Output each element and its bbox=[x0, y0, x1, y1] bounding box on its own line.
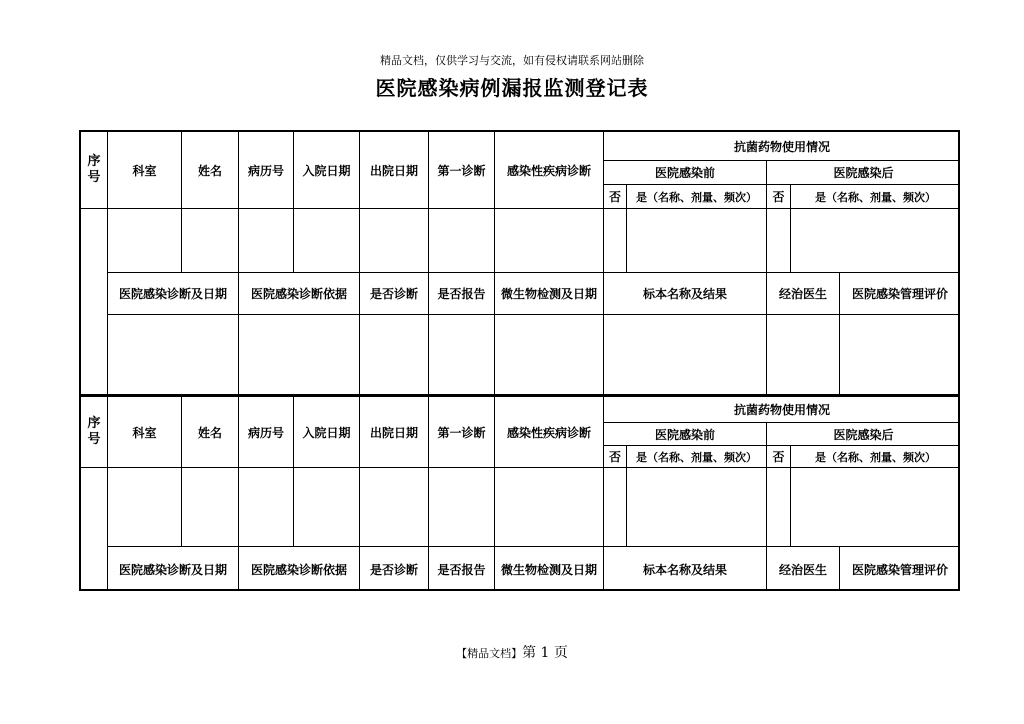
infectious-diag-header: 感染性疾病诊断 bbox=[506, 425, 591, 440]
infection-diag-date-header: 医院感染诊断及日期 bbox=[118, 287, 227, 301]
before-yes-header: 是（名称、剂量、频次） bbox=[636, 450, 757, 464]
specimen-header: 标本名称及结果 bbox=[642, 562, 727, 577]
seq-header: 序号 bbox=[87, 416, 101, 447]
diag-basis-header: 医院感染诊断依据 bbox=[250, 287, 347, 301]
first-diag-header: 第一诊断 bbox=[437, 425, 486, 440]
diagnosed-header: 是否诊断 bbox=[369, 562, 418, 577]
after-yes-header: 是（名称、剂量、频次） bbox=[815, 190, 936, 204]
page-title: 医院感染病例漏报监测登记表 bbox=[375, 76, 649, 100]
evaluation-header: 医院感染管理评价 bbox=[851, 562, 948, 577]
before-yes-header: 是（名称、剂量、频次） bbox=[636, 190, 757, 204]
micro-test-header: 微生物检测及日期 bbox=[500, 562, 597, 577]
doctor-header: 经治医生 bbox=[778, 287, 827, 301]
micro-test-header: 微生物检测及日期 bbox=[500, 287, 597, 301]
dept-header: 科室 bbox=[132, 425, 157, 440]
seq-header: 序号 bbox=[87, 154, 101, 185]
first-diag-header: 第一诊断 bbox=[437, 163, 486, 178]
after-yes-header: 是（名称、剂量、频次） bbox=[815, 450, 936, 464]
infection-diag-date-header: 医院感染诊断及日期 bbox=[118, 562, 227, 577]
reported-header: 是否报告 bbox=[437, 287, 486, 301]
antibiotic-usage-header: 抗菌药物使用情况 bbox=[733, 403, 830, 417]
doctor-header: 经治医生 bbox=[778, 562, 827, 577]
diagnosed-header: 是否诊断 bbox=[369, 287, 418, 301]
record-no-header: 病历号 bbox=[247, 425, 284, 440]
page-footer bbox=[0, 642, 1024, 662]
before-no-header: 否 bbox=[608, 450, 621, 464]
after-infection-header: 医院感染后 bbox=[833, 427, 894, 442]
footer-tag: 【精品文档】 bbox=[456, 647, 523, 660]
admit-date-header: 入院日期 bbox=[302, 163, 351, 178]
before-infection-header: 医院感染前 bbox=[654, 427, 715, 442]
admit-date-header: 入院日期 bbox=[302, 425, 351, 440]
infectious-diag-header: 感染性疾病诊断 bbox=[506, 163, 591, 178]
evaluation-header: 医院感染管理评价 bbox=[851, 287, 948, 301]
discharge-date-header: 出院日期 bbox=[369, 163, 418, 178]
after-no-header: 否 bbox=[772, 190, 785, 204]
after-no-header: 否 bbox=[772, 450, 785, 464]
specimen-header: 标本名称及结果 bbox=[642, 287, 727, 301]
name-header: 姓名 bbox=[197, 163, 222, 178]
page-number: 第 1 页 bbox=[522, 645, 568, 661]
after-infection-header: 医院感染后 bbox=[833, 166, 894, 180]
before-infection-header: 医院感染前 bbox=[654, 166, 715, 180]
copyright-notice: 精品文档，仅供学习与交流，如有侵权请联系网站删除 bbox=[380, 54, 644, 67]
reported-header: 是否报告 bbox=[437, 562, 486, 577]
record-no-header: 病历号 bbox=[247, 163, 284, 178]
discharge-date-header: 出院日期 bbox=[369, 425, 418, 440]
registration-table bbox=[79, 130, 960, 591]
antibiotic-usage-header: 抗菌药物使用情况 bbox=[733, 139, 830, 154]
diag-basis-header: 医院感染诊断依据 bbox=[250, 562, 347, 577]
dept-header: 科室 bbox=[132, 163, 157, 178]
before-no-header: 否 bbox=[608, 190, 621, 204]
name-header: 姓名 bbox=[197, 425, 222, 440]
